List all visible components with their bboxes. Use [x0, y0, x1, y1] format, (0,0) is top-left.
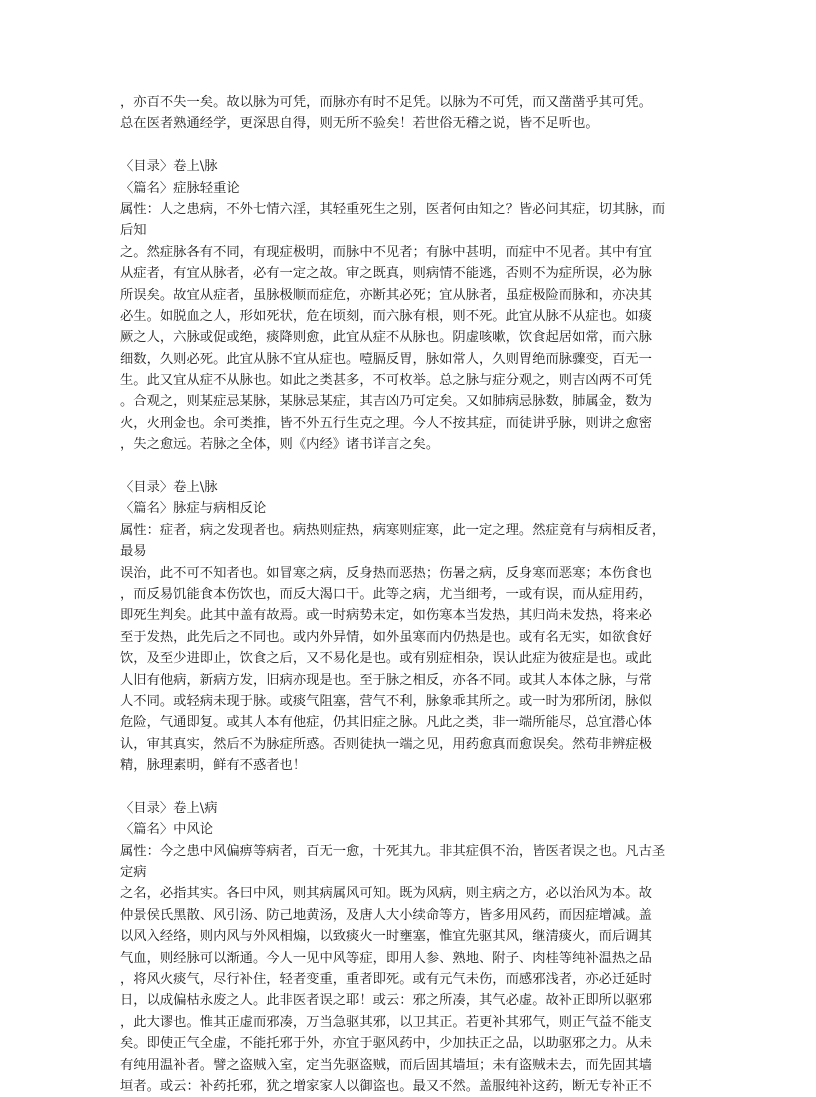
text-line: 人旧有他病，新病方发，旧病亦现是也。至于脉之相反，亦各不同。或其人本体之脉，与常	[120, 672, 652, 688]
text-line: 从症者，有宜从脉者，必有一定之故。审之既真，则病情不能逃，否则不为症所误，必为脉	[120, 266, 652, 282]
text-line: 饮，及至少进即止，饮食之后，又不易化是也。或有别症相杂，误认此症为彼症是也。或此	[120, 651, 652, 667]
text-line: 以风入经络，则内风与外风相煽，以致痰火一时壅塞，惟宜先驱其风，继清痰火，而后调其	[120, 929, 652, 945]
text-line: 总在医者熟通经学，更深思自得，则无所不验矣！若世俗无稽之说，皆不足听也。	[120, 116, 599, 132]
text-line: ，而反易饥能食本伤饮也，而反大渴口干。此等之病，尤当细考，一或有误，而从症用药，	[120, 586, 652, 602]
chapter-title-line: 〈篇名〉症脉轻重论	[120, 180, 240, 196]
text-line: 必生。如脱血之人，形如死状，危在顷刻，而六脉有根，则不死。此宜从脉不从症也。如痰	[120, 308, 652, 324]
text-line: 精，脉理素明，鲜有不惑者也！	[120, 758, 307, 774]
text-line: 危险，气通即复。或其人本有他症，仍其旧症之脉。凡此之类，非一端所能尽，总宜潜心体	[120, 715, 652, 731]
document-page	[120, 92, 702, 1097]
text-line: 定病	[120, 865, 147, 881]
text-line: 人不同。或轻病未现于脉。或痰气阻塞，营气不利，脉象乖其所之。或一时为邪所闭，脉似	[120, 693, 652, 709]
text-line: 。合观之，则某症忌某脉，某脉忌某症，其吉凶乃可定矣。又如肺病忌脉数，肺属金，数为	[120, 394, 652, 410]
text-section-continuation	[120, 92, 702, 135]
chapter-title-line: 〈篇名〉脉症与病相反论	[120, 501, 267, 517]
text-line: 认，审其真实，然后不为脉症所惑。否则徒执一端之见，用药愈真而愈误矣。然苟非辨症极	[120, 736, 652, 752]
catalog-line: 〈目录〉卷上\脉	[120, 480, 218, 496]
text-line: 至于发热，此先后之不同也。或内外异情，如外虽寒而内仍热是也。或有名无实，如欲食好	[120, 629, 652, 645]
text-line: 后知	[120, 223, 147, 239]
text-section-pulse-opposite	[120, 477, 702, 776]
text-line: 即死生判矣。此其中盖有故焉。或一时病势未定，如伤寒本当发热，其归尚未发热，将来必	[120, 608, 652, 624]
text-line: 气血，则经脉可以渐通。今人一见中风等症，即用人参、熟地、附子、肉桂等纯补温热之品	[120, 950, 652, 966]
text-line: ，此大谬也。惟其正虚而邪凑，万当急驱其邪，以卫其正。若更补其邪气，则正气益不能支	[120, 1014, 652, 1030]
text-line: 生。此又宜从症不从脉也。如此之类甚多，不可枚举。总之脉与症分观之，则吉凶两不可凭	[120, 373, 652, 389]
text-line: ，将风火痰气，尽行补住，轻者变重，重者即死。或有元气未伤，而感邪浅者，亦必迁延时	[120, 972, 652, 988]
text-line: 日，以成偏枯永废之人。此非医者误之耶！或云：邪之所凑，其气必虚。故补正即所以驱邪	[120, 993, 652, 1009]
text-line: 之名，必指其实。各曰中风，则其病属风可知。既为风病，则主病之方，必以治风为本。故	[120, 886, 652, 902]
catalog-line: 〈目录〉卷上\脉	[120, 159, 218, 175]
text-line: 之。然症脉各有不同，有现症极明，而脉中不见者；有脉中甚明，而症中不见者。其中有宜	[120, 244, 652, 260]
section-gap	[120, 135, 702, 156]
text-line: 矣。即使正气全虚，不能托邪于外，亦宜于驱风药中，少加扶正之品，以助驱邪之力。从未	[120, 1036, 652, 1052]
text-line: 属性：今之患中风偏痹等病者，百无一愈，十死其九。非其症俱不治，皆医者误之也。凡古圣	[120, 843, 666, 859]
text-line: 垣者。或云：补药托邪，犹之增家家人以御盗也。最又不然。盖服纯补这药，断无专补正不	[120, 1078, 652, 1094]
text-line: 有纯用温补者。譬之盗贼入室，定当先驱盗贼，而后固其墙垣；未有盗贼未去，而先固其墙	[120, 1057, 652, 1073]
section-gap	[120, 777, 702, 798]
text-line: 厥之人，六脉或促或绝，痰降则愈，此宜从症不从脉也。阴虚咳嗽，饮食起居如常，而六脉	[120, 330, 652, 346]
text-line: 最易	[120, 544, 147, 560]
text-line: 属性：症者，病之发现者也。病热则症热，病寒则症寒，此一定之理。然症竟有与病相反者，	[120, 522, 666, 538]
text-line: 细数，久则必死。此宜从脉不宜从症也。噎膈反胃，脉如常人，久则胃绝而脉骤变，百无一	[120, 351, 652, 367]
text-section-stroke	[120, 798, 702, 1097]
catalog-line: 〈目录〉卷上\病	[120, 800, 218, 816]
text-line: 误治，此不可不知者也。如冒寒之病，反身热而恶热；伤暑之病，反身寒而恶寒；本伤食也	[120, 565, 652, 581]
text-line: 所误矣。故宜从症者，虽脉极顺而症危，亦断其必死；宜从脉者，虽症极险而脉和，亦决其	[120, 287, 652, 303]
text-line: 火，火刑金也。余可类推，皆不外五行生克之理。今人不按其症，而徒讲乎脉，则讲之愈密	[120, 415, 652, 431]
text-line: ，亦百不失一矣。故以脉为可凭，而脉亦有时不足凭。以脉为不可凭，而又凿凿乎其可凭。	[120, 95, 652, 110]
text-line: ，失之愈远。若脉之全体，则《内经》诸书详言之矣。	[120, 437, 440, 453]
section-gap	[120, 456, 702, 477]
text-line: 属性：人之患病，不外七情六淫，其轻重死生之别，医者何由知之？皆必问其症，切其脉，而	[120, 201, 666, 217]
chapter-title-line: 〈篇名〉中风论	[120, 822, 214, 838]
text-section-symptom-pulse	[120, 156, 702, 455]
text-line: 仲景侯氏黑散、风引汤、防己地黄汤，及唐人大小续命等方，皆多用风药，而因症增减。盖	[120, 907, 652, 923]
